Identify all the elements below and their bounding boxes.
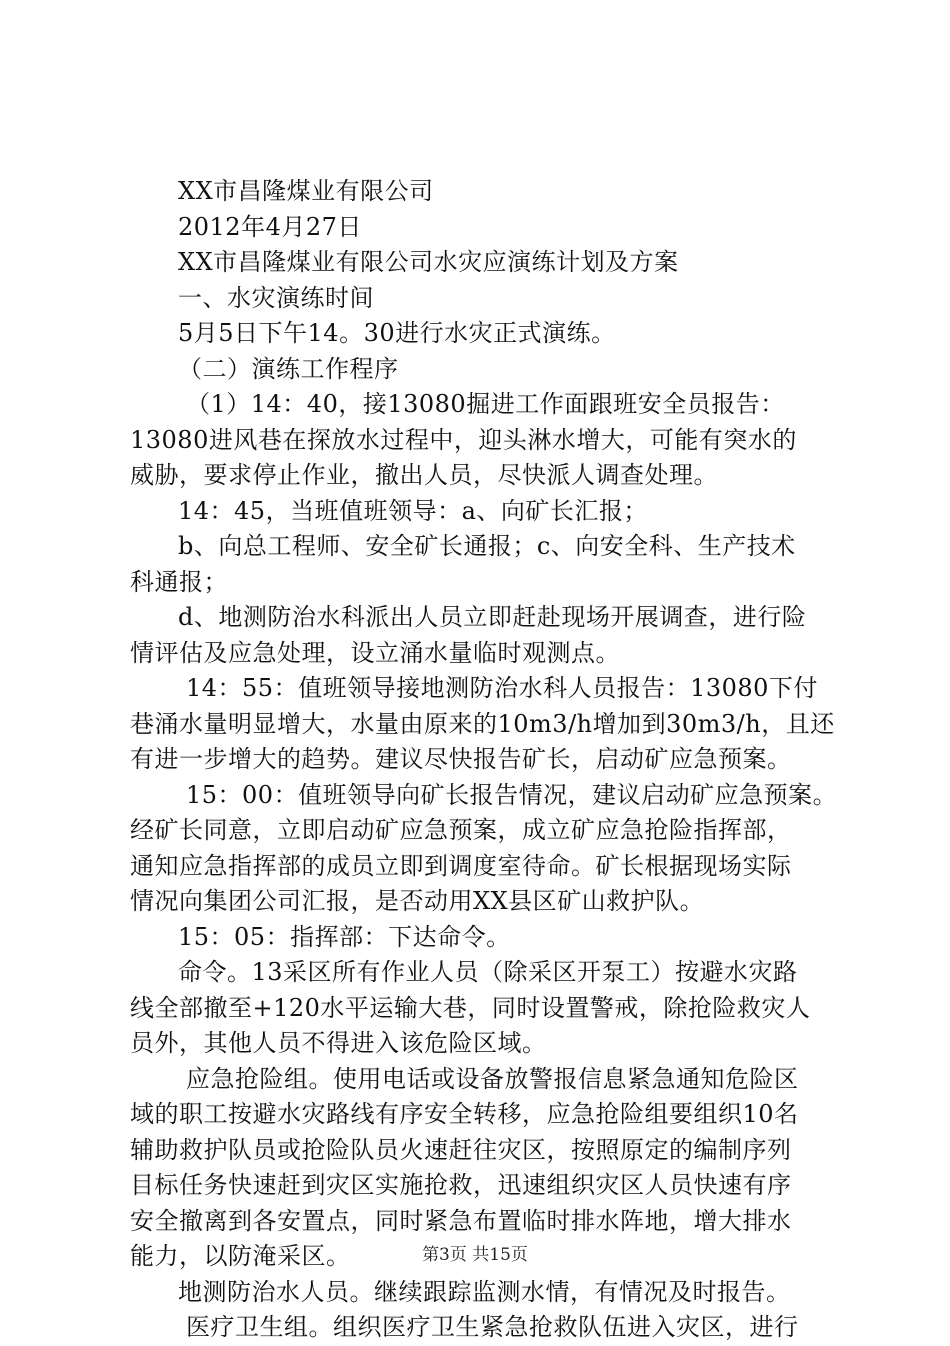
text-line: （1）14：40，接13080掘进工作面跟班安全员报告： <box>186 390 785 418</box>
text-line: 经矿长同意，立即启动矿应急预案，成立矿应急抢险指挥部， <box>130 816 792 844</box>
text-line: 安全撤离到各安置点，同时紧急布置临时排水阵地，增大排水 <box>130 1206 792 1235</box>
text-line: 辅助救护队员或抢险队员火速赶往灾区，按照原定的编制序列 <box>130 1135 792 1164</box>
text-line-date: 2012年4月27日 <box>178 212 362 241</box>
text-line: d、地测防治水科派出人员立即赶赴现场开展调查，进行险 <box>178 603 807 631</box>
text-line: b、向总工程师、安全矿长通报；c、向安全科、生产技术 <box>178 532 796 560</box>
text-line: 地测防治水人员。继续跟踪监测水情，有情况及时报告。 <box>178 1277 791 1306</box>
text-line: 15：05：指挥部：下达命令。 <box>178 922 511 951</box>
text-line: 13080进风巷在探放水过程中，迎头淋水增大，可能有突水的 <box>130 425 797 454</box>
page-number-footer: 第3页 共15页 <box>422 1245 528 1265</box>
text-line: 威胁，要求停止作业，撤出人员，尽快派人调查处理。 <box>130 461 718 489</box>
text-line: 科通报； <box>130 567 228 596</box>
text-line: 目标任务快速赶到灾区实施抢救，迅速组织灾区人员快速有序 <box>130 1171 792 1199</box>
text-line: 命令。13采区所有作业人员（除采区开泵工）按避水灾路 <box>178 958 798 986</box>
text-line: 情况向集团公司汇报，是否动用XX县区矿山救护队。 <box>130 887 705 915</box>
text-line: 员外，其他人员不得进入该危险区域。 <box>130 1029 547 1057</box>
text-line: 有进一步增大的趋势。建议尽快报告矿长，启动矿应急预案。 <box>130 745 792 773</box>
text-line: 巷涌水量明显增大，水量由原来的10m3/h增加到30m3/h，且还 <box>130 709 835 738</box>
text-line: 应急抢险组。使用电话或设备放警报信息紧急通知危险区 <box>186 1064 799 1093</box>
text-line: 能力，以防淹采区。 <box>130 1242 351 1270</box>
text-line: 14：55：值班领导接地测防治水科人员报告：13080下付 <box>186 674 818 702</box>
document-body <box>130 174 838 1346</box>
text-line: 通知应急指挥部的成员立即到调度室待命。矿长根据现场实际 <box>130 851 792 880</box>
section-heading-procedure: （二）演练工作程序 <box>178 354 399 383</box>
text-line: 线全部撤至+120水平运输大巷，同时设置警戒，除抢险救灾人 <box>130 993 811 1022</box>
text-line: 14：45，当班值班领导：a、向矿长汇报； <box>178 496 648 525</box>
text-line: 15：00：值班领导向矿长报告情况，建议启动矿应急预案。 <box>186 780 838 809</box>
section-heading-time: 一、水灾演练时间 <box>178 283 374 312</box>
document-title: XX市昌隆煤业有限公司水灾应演练计划及方案 <box>178 248 679 276</box>
text-line: 5月5日下午14。30进行水灾正式演练。 <box>178 319 616 347</box>
text-line-company: XX市昌隆煤业有限公司 <box>178 177 434 205</box>
text-line: 域的职工按避水灾路线有序安全转移，应急抢险组要组织10名 <box>130 1100 799 1128</box>
text-line: 医疗卫生组。组织医疗卫生紧急抢救队伍进入灾区，进行 <box>186 1313 799 1341</box>
text-line: 情评估及应急处理，设立涌水量临时观测点。 <box>130 638 620 667</box>
